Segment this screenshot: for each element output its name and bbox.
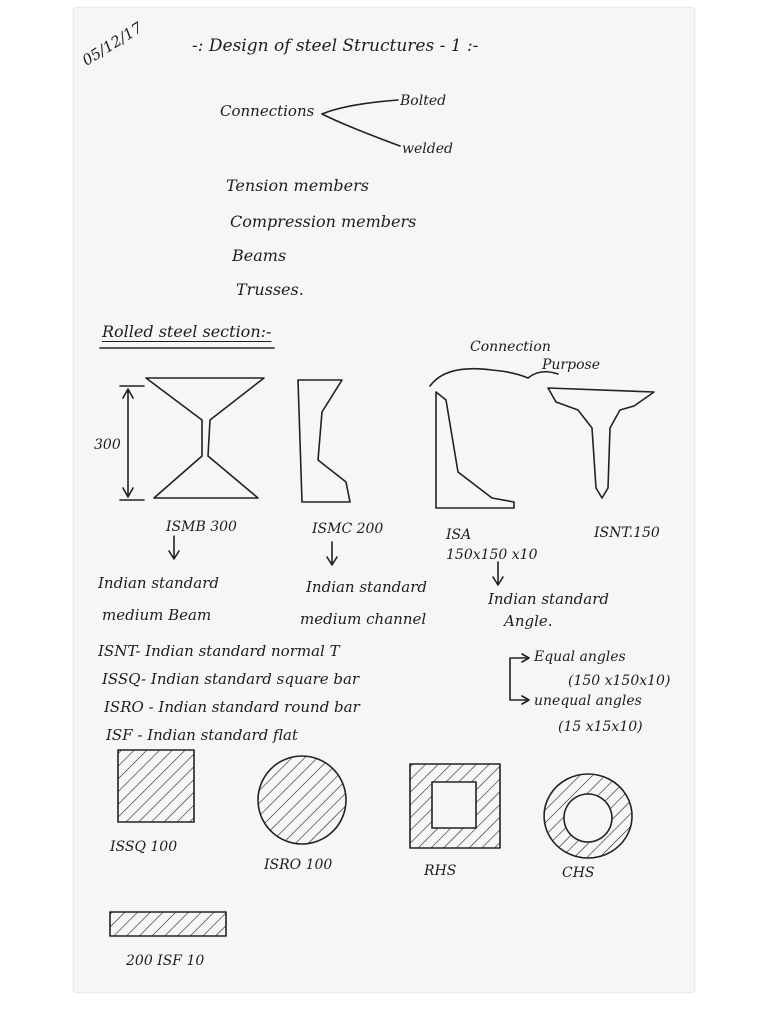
notebook-page	[74, 8, 694, 992]
angle-types-bracket	[510, 658, 528, 700]
section-heading: Rolled steel section:-	[102, 322, 272, 341]
date: 05/12/17	[78, 18, 146, 70]
issq-label: ISSQ 100	[110, 839, 178, 855]
down-arrow	[169, 536, 179, 559]
angle-type-example: (150 x150x10)	[568, 673, 671, 689]
definition-line: ISNT- Indian standard normal T	[98, 642, 340, 660]
ismb-label: ISMB 300	[166, 519, 237, 535]
ismb-section-shape	[146, 378, 264, 498]
definition-line: ISF - Indian standard flat	[106, 726, 298, 744]
isnt-section-shape	[548, 388, 654, 498]
angle-type-name: unequal angles	[534, 693, 642, 709]
ismc-meaning: medium channel	[300, 610, 427, 628]
connection-type-welded: welded	[402, 141, 453, 157]
isnt-label: ISNT.150	[594, 525, 660, 541]
topic-item: Compression members	[230, 212, 417, 231]
isa-size: 150x150 x10	[446, 547, 538, 563]
page-title: -: Design of steel Structures - 1 :-	[192, 36, 479, 56]
topic-item: Tension members	[226, 176, 369, 195]
isf-label: 200 ISF 10	[126, 953, 205, 969]
isa-section-shape	[436, 392, 514, 508]
purpose-annotation: Purpose	[542, 357, 600, 373]
isa-meaning: Indian standard	[488, 590, 610, 608]
topic-item: Trusses.	[236, 280, 304, 299]
connections-label: Connections	[220, 102, 315, 120]
chs-shape	[544, 774, 632, 858]
connections-brace	[322, 100, 398, 114]
definition-line: ISSQ- Indian standard square bar	[102, 670, 360, 688]
ismb-meaning: medium Beam	[102, 606, 212, 624]
definition-line: ISRO - Indian standard round bar	[104, 698, 360, 716]
chs-label: CHS	[562, 865, 595, 881]
topic-item: Beams	[232, 246, 287, 265]
ismc-meaning: Indian standard	[306, 578, 428, 596]
height-dimension-label: 300	[94, 437, 121, 453]
isa-meaning: Angle.	[504, 612, 553, 630]
ismc-label: ISMC 200	[312, 521, 384, 537]
issq-shape	[118, 750, 194, 822]
isro-shape	[258, 756, 346, 844]
ismb-meaning: Indian standard	[98, 574, 220, 592]
connection-annotation: Connection	[470, 339, 551, 355]
isf-shape	[110, 912, 226, 936]
connection-type-bolted: Bolted	[400, 93, 447, 109]
rhs-shape	[410, 764, 500, 848]
isa-label: ISA	[446, 527, 472, 543]
angle-type-example: (15 x15x10)	[558, 719, 643, 735]
rhs-label: RHS	[424, 863, 457, 879]
isro-label: ISRO 100	[264, 857, 333, 873]
angle-type-name: Equal angles	[534, 649, 626, 665]
ismc-section-shape	[298, 380, 350, 502]
